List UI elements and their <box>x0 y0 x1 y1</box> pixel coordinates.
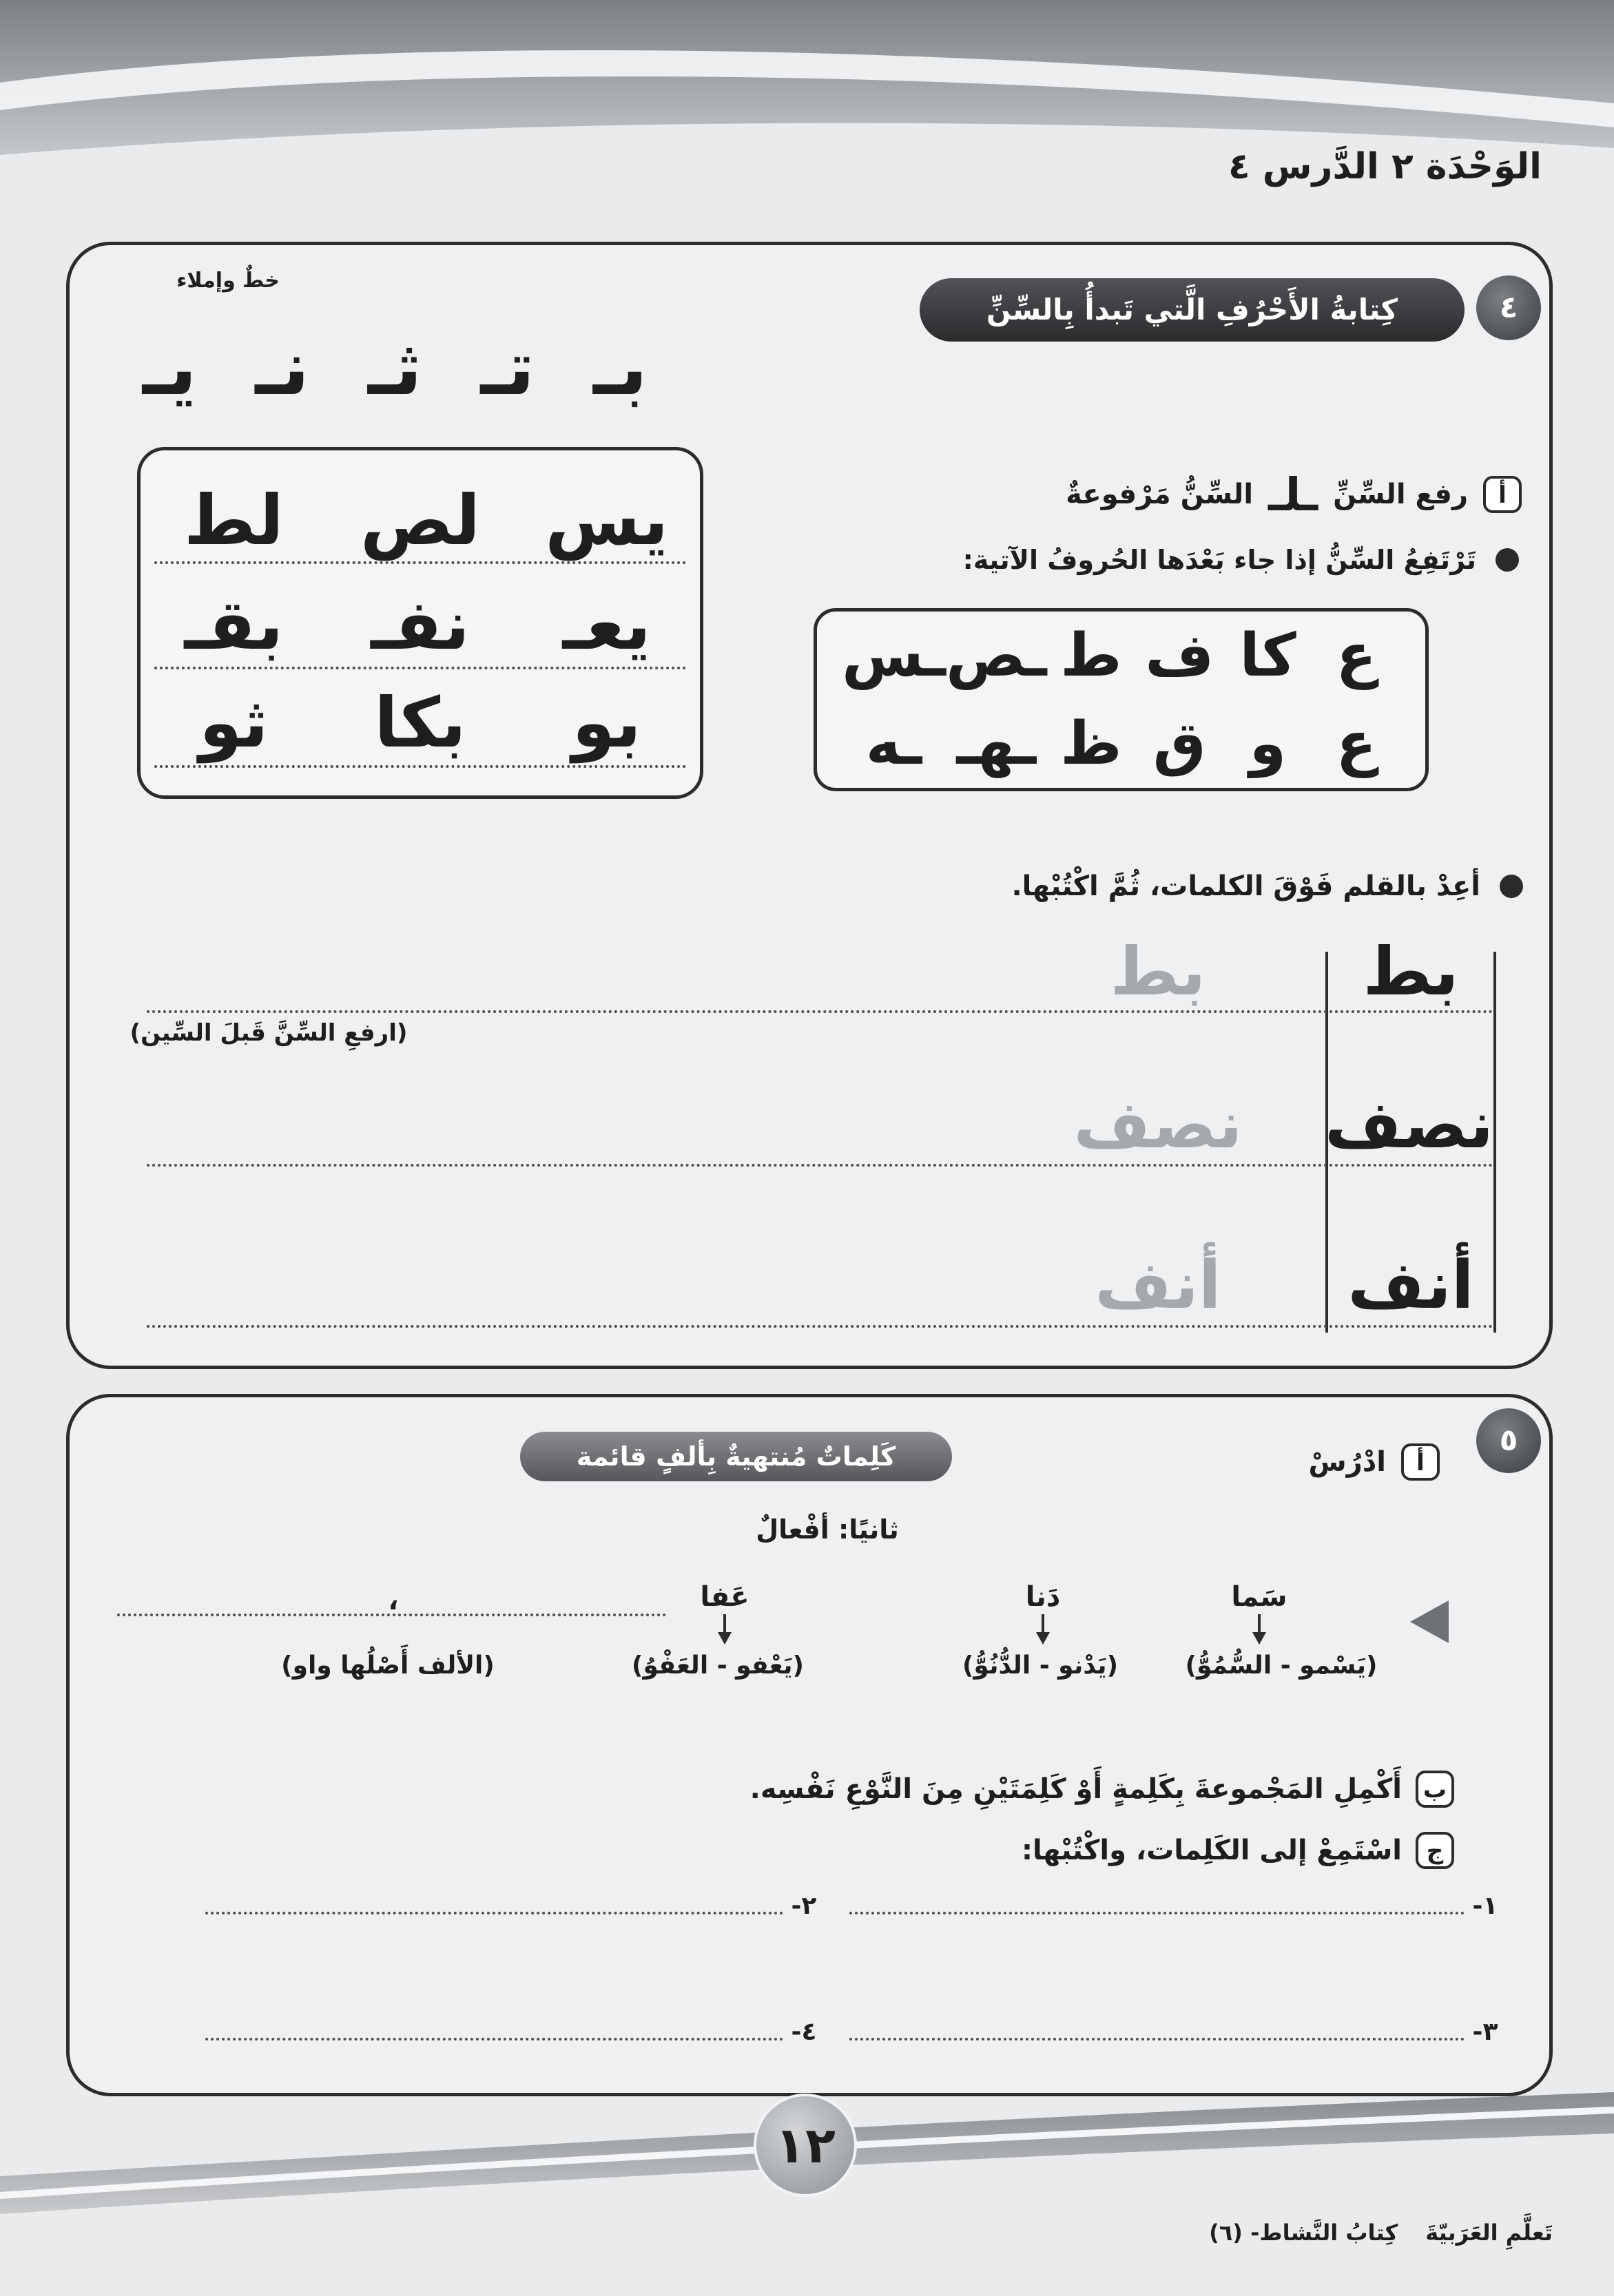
part-c-dictation <box>1022 1829 1454 1872</box>
model-word: نصف <box>1325 1086 1493 1163</box>
dictation-number: ٤- <box>791 2018 817 2046</box>
verb-forms: (يَدْنو - الدُّنُوُّ) <box>962 1651 1119 1680</box>
raising-letter: ق <box>1152 709 1206 778</box>
practice-word: يس <box>545 480 669 561</box>
practice-row <box>141 477 700 565</box>
verb-forms: (يَسْمو - السُّمُوُّ) <box>1185 1651 1378 1680</box>
trace-word: بط <box>1110 933 1206 1010</box>
dictation-line <box>849 1912 1465 1914</box>
raising-letter: ـص <box>945 621 1047 690</box>
trace-word: أنف <box>1095 1246 1221 1324</box>
practice-word: لط <box>184 480 284 561</box>
model-word: أنف <box>1347 1246 1474 1324</box>
practice-word: نفـ <box>371 585 470 665</box>
practice-word: ثو <box>199 682 269 763</box>
section-5-box <box>66 1394 1553 2096</box>
raising-letter: ع <box>1336 709 1377 778</box>
verb-word: عَفا <box>700 1581 749 1613</box>
section-5-number-badge: ٥ <box>1476 1408 1541 1473</box>
handwriting-tag: خطٌ وإملاء <box>176 269 280 293</box>
writing-line <box>117 1614 666 1616</box>
raising-letter: ـس <box>842 621 946 690</box>
blank-separator: ، <box>388 1585 399 1616</box>
letter-form: يـ <box>143 324 197 412</box>
raising-letter: ع <box>1336 621 1377 690</box>
part-a-raise-tooth <box>1066 470 1522 519</box>
practice-word: بكا <box>374 682 466 763</box>
letter-form: بـ <box>593 324 648 412</box>
section-4-title: كِتابةُ الأَحْرُفِ الَّتي تَبدأُ بِالسِّنِّ <box>920 278 1465 342</box>
part-a-study <box>1309 1441 1440 1483</box>
dictation-number: ٣- <box>1472 2018 1498 2046</box>
bullet-icon <box>1496 548 1519 572</box>
page-number: ١٢ <box>775 2116 836 2174</box>
writing-line <box>147 1325 1493 1328</box>
writing-line <box>154 561 686 564</box>
practice-word: بو <box>572 682 641 763</box>
raise-rule-line <box>963 540 1519 580</box>
practice-row <box>141 581 700 669</box>
raising-letter: ظ <box>1060 709 1122 778</box>
part-a-text-after: السِّنُّ مَرْفوعةٌ <box>1066 479 1254 510</box>
part-a-text-before: رفع السِّنِّ <box>1333 479 1468 510</box>
raising-letter: ـهـ <box>956 709 1037 778</box>
book-title: تَعلَّمِ العَرَبيّةَ <box>1425 2220 1553 2246</box>
dictation-number: ٢- <box>791 1892 817 1920</box>
writing-line <box>147 1164 1493 1167</box>
section-4-box <box>66 242 1553 1369</box>
raising-letter: ط <box>1060 621 1122 690</box>
practice-word: يعـ <box>562 585 651 665</box>
practice-word: بقـ <box>184 585 284 665</box>
part-b-complete <box>750 1768 1454 1810</box>
part-a-label: أ <box>1483 476 1522 513</box>
down-arrow-icon <box>1251 1614 1268 1646</box>
alif-origin-rule: (الألف أَصْلُها واو) <box>281 1651 495 1680</box>
part-b-label: ب <box>1416 1771 1454 1808</box>
verb-forms: (يَعْفو - العَفْوُ) <box>632 1651 804 1680</box>
verb-word: سَما <box>1231 1581 1287 1613</box>
page-header-title: الوَحْدَة ٢ الدَّرس ٤ <box>1228 146 1542 187</box>
practice-words-box <box>137 447 703 799</box>
practice-row <box>141 679 700 767</box>
model-word: بط <box>1363 933 1459 1010</box>
pointer-triangle-icon <box>1410 1600 1449 1643</box>
table-divider <box>1493 952 1496 1333</box>
raising-letters-box <box>814 608 1429 791</box>
footer-book-info <box>1209 2216 1553 2249</box>
letter-forms-row <box>143 320 648 416</box>
verb-word: دَنا <box>1025 1581 1061 1613</box>
dictation-number: ١- <box>1472 1892 1498 1920</box>
dictation-line <box>849 2038 1465 2041</box>
letter-form: نـ <box>255 324 310 412</box>
down-arrow-icon <box>716 1614 733 1646</box>
practice-word: لص <box>360 480 480 561</box>
verbs-subtitle: ثانيًا: أفْعالٌ <box>756 1514 899 1545</box>
writing-line <box>147 1010 1493 1013</box>
part-b-text: أَكْمِلِ المَجْموعةَ بِكَلِمةٍ أَوْ كَلِمَتَيْنِ مِنَ النَّوْعِ نَفْسِه. <box>749 1773 1402 1805</box>
raised-tooth-glyph: ـلـ <box>1268 468 1318 521</box>
raising-letter: ف <box>1145 621 1214 690</box>
section-4-number-badge: ٤ <box>1476 275 1541 340</box>
page-number-badge <box>754 2094 857 2197</box>
raise-rule-text: تَرْتَفِعُ السِّنُّ إذا جاء بَعْدَها الحُروفُ الآتية: <box>962 545 1476 575</box>
trace-instruction-line <box>1011 865 1523 908</box>
raising-letter: و <box>1249 709 1287 778</box>
section-5-title: كَلِماتٌ مُنتهيةٌ بِألفٍ قائمة <box>520 1432 952 1481</box>
trace-instruction-text: أعِدْ بالقلم فَوْقَ الكلمات، ثُمَّ اكْتُبْها. <box>1011 870 1480 902</box>
letter-form: تـ <box>480 324 535 412</box>
down-arrow-icon <box>1035 1614 1051 1646</box>
bullet-icon <box>1500 875 1523 898</box>
book-part: كِتابُ النَّشاط- (٦) <box>1209 2220 1398 2246</box>
part-a-label: أ <box>1401 1443 1440 1481</box>
trace-word: نصف <box>1073 1086 1243 1163</box>
part-a-text: ادْرُسْ <box>1308 1446 1386 1478</box>
dictation-line <box>205 2038 783 2041</box>
raising-letter: كا <box>1239 621 1296 690</box>
part-c-text: اسْتَمِعْ إلى الكَلِمات، واكْتُبْها: <box>1022 1835 1402 1866</box>
part-c-label: ج <box>1416 1832 1454 1869</box>
trace-note: (ارفعِ السِّنَّ قَبلَ السِّين) <box>130 1019 408 1047</box>
letter-form: ثـ <box>368 324 422 412</box>
writing-line <box>154 667 686 669</box>
dictation-line <box>205 1912 783 1914</box>
raising-letter: ـه <box>865 709 922 778</box>
writing-line <box>154 765 686 768</box>
